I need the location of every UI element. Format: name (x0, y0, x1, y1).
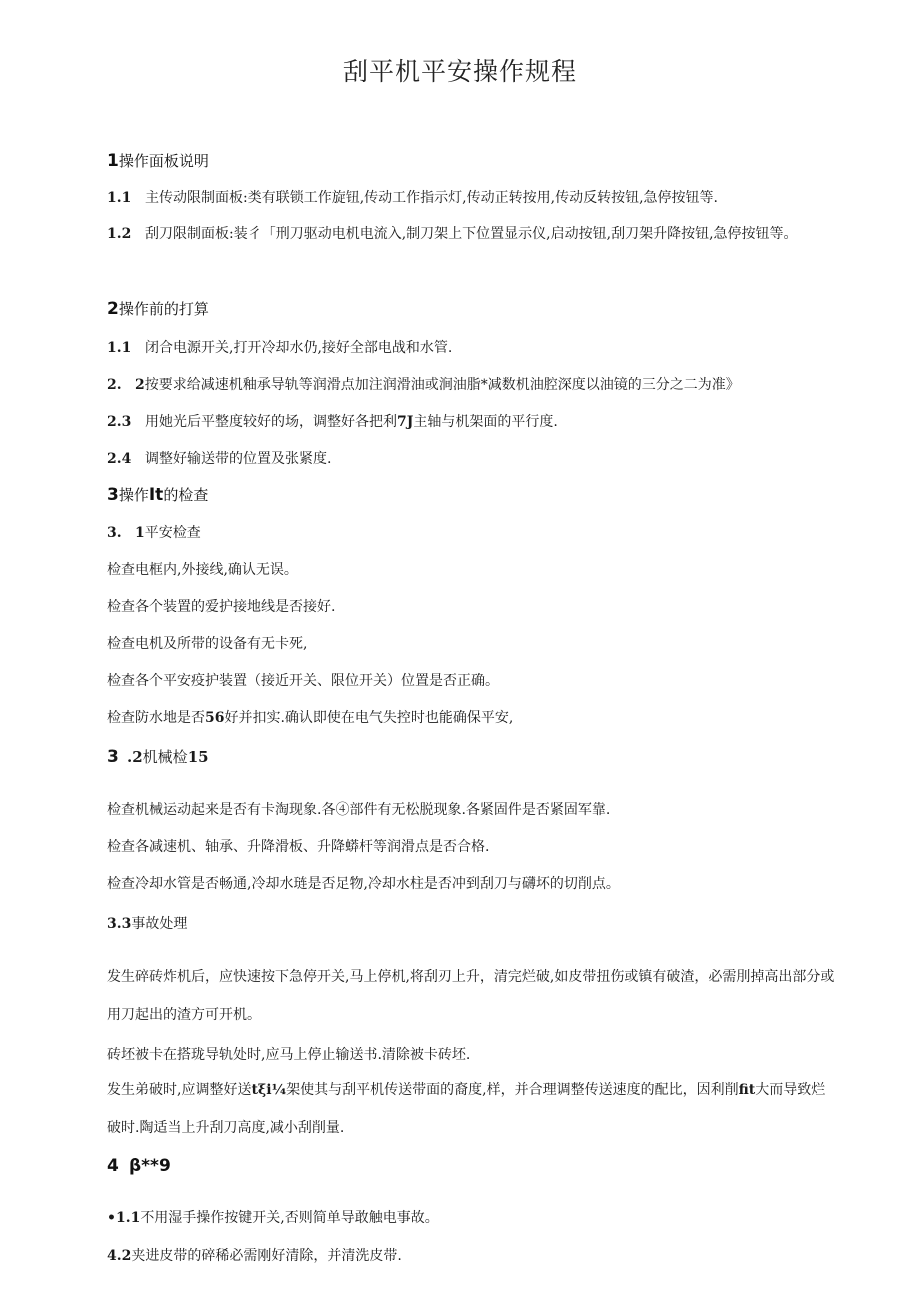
section-2-heading (107, 298, 209, 319)
item-4-1 (107, 1207, 837, 1227)
sub-3-3-label: 事故处理 (131, 916, 188, 932)
item-2-2-number: 2. (107, 377, 122, 393)
sub-3-1-label: 平安检查 (144, 525, 201, 541)
sub-3-1-number: 3. (107, 525, 122, 541)
item-2-2-text: 按要求给减速机釉承导轨等润滑点加注润滑油或涧油脂*减数机油腔深度以油镜的三分之二为准》 (144, 377, 740, 393)
mech-line: 检查机械运动起来是否有卡淘现象.各④部件有无松脱现象.各紧固件是否紧固军靠. (107, 802, 611, 818)
section-1-title: 操作面板说明 (118, 152, 209, 170)
item-2-1-number: 1.1 (107, 340, 132, 356)
section-4-title: β**9 (129, 1156, 171, 1176)
item-2-1-text: 闭合电源开关,打开冷却水仍,接好全部电战和水管. (145, 340, 453, 356)
accident-paragraph-2-e: 大而导致烂破时.陶适当上升刮刀高度,减小刮削量. (107, 1082, 826, 1136)
accident-paragraph-2-d: fit (738, 1082, 756, 1098)
check-line: 检查电框内,外接线,确认无误。 (107, 562, 298, 578)
sub-3-2-label: 机械检 (142, 748, 188, 766)
section-2-number: 2 (107, 299, 119, 319)
page-title: 刮平机平安操作规程 (342, 57, 577, 86)
accident-paragraph-1: 发生碎砖炸机后，应快速按下急停开关,马上停机,将刮刃上升，清完烂破,如皮带扭伤或镇有破渣，必需刖掉高出部分或用刀起出的渣方可开机。 (107, 969, 835, 1023)
item-1-1 (107, 187, 837, 207)
section-3-title: 操作 (118, 486, 149, 504)
item-4-2-text: 夹进皮带的碎稀必需刚好清除，并清洗皮带. (131, 1248, 402, 1264)
section-4-heading (107, 1156, 171, 1176)
check-line-5-c: 好并扣实.确认即使在电气失控时也能确保平安, (224, 710, 514, 726)
accident-line: 砖坯被卡在搭珑导轨处时,应马上停止输送书.清除被卡砖坯. (107, 1047, 471, 1063)
mech-line: 检查各减速机、轴承、升降滑板、升降蟒杆等润滑点是否合格. (107, 839, 490, 855)
item-4-2 (107, 1245, 837, 1265)
section-1-heading (107, 150, 209, 171)
item-2-4 (107, 448, 837, 468)
check-line-5 (107, 707, 837, 727)
accident-paragraph-2-c: 架使其与刮平机传送带面的裔度,样，并合理调整传送速度的配比，因利削 (286, 1082, 739, 1098)
item-2-4-text: 调整好输送带的位置及张紧度. (145, 451, 332, 467)
section-2-title: 操作前的打算 (118, 300, 209, 318)
sub-3-2-number-b: .2 (127, 748, 143, 766)
section-4-number: 4 (107, 1156, 119, 1176)
check-line: 检查电机及所带的设备有无卡死, (107, 636, 308, 652)
sub-3-1-number-b: 1 (135, 525, 145, 541)
mech-line: 检查冷却水管是否畅通,冷却水琏是否足物,冷却水柱是否冲到刮刀与礴坏的切削点。 (107, 876, 620, 892)
check-line: 检查各个装置的爱护接地线是否接好. (107, 599, 336, 615)
item-2-3 (107, 411, 837, 431)
section-1-number: 1 (107, 151, 119, 171)
sub-3-2-heading (107, 746, 837, 767)
section-3-heading (107, 484, 208, 505)
item-2-4-number: 2.4 (107, 451, 132, 467)
item-2-3-text: 用她光后平整度较好的场，调整好各把利 (145, 414, 397, 430)
sub-3-2-suffix: 15 (187, 748, 209, 766)
item-1-1-text: 主传动限制面板:类有联锁工作旋钮,传动工作指示灯,传动正转按用,传动反转按钮,急停按钮等. (145, 190, 718, 206)
item-1-2 (107, 215, 835, 253)
accident-paragraph-2 (107, 1071, 837, 1147)
item-2-2 (107, 374, 837, 394)
accident-paragraph-2-a: 发生弟破时,应调整好送 (107, 1082, 252, 1098)
item-1-2-text: 刮刀限制面板:装彳「刑刀驱动电机电流入,制刀架上下位置显示仪,启动按钮,刮刀架升降按钮,急停按钮等。 (145, 226, 798, 242)
item-4-1-number: •1.1 (107, 1210, 141, 1226)
sub-3-3-heading (107, 913, 837, 933)
sub-3-2-number: 3 (107, 747, 119, 767)
sub-3-3-number: 3.3 (107, 916, 132, 932)
item-2-3-number: 2.3 (107, 414, 132, 430)
item-4-1-text: 不用湿手操作按键开关,否则简单导敢触电事故。 (140, 1210, 439, 1226)
section-3-title-bold: It (148, 485, 164, 505)
check-line-5-a: 检查防水地是否 (107, 710, 205, 726)
item-2-1 (107, 337, 837, 357)
check-line: 检查各个平安疫护装置（接近开关、限位开关）位置是否正确。 (107, 673, 499, 689)
check-line-5-b: 56 (205, 710, 225, 726)
item-1-2-number: 1.2 (107, 226, 132, 242)
section-3-number: 3 (107, 485, 119, 505)
item-2-3-bold: 7J (397, 414, 414, 430)
accident-paragraph-2-b: tξi¼ (251, 1082, 287, 1098)
item-2-3-text-2: 主轴与机架面的平行度. (413, 414, 558, 430)
item-1-1-number: 1.1 (107, 190, 132, 206)
item-4-2-number: 4.2 (107, 1248, 132, 1264)
sub-3-1-heading (107, 522, 837, 542)
section-3-title-2: 的检查 (163, 486, 209, 504)
item-2-2-number-b: 2 (135, 377, 145, 393)
